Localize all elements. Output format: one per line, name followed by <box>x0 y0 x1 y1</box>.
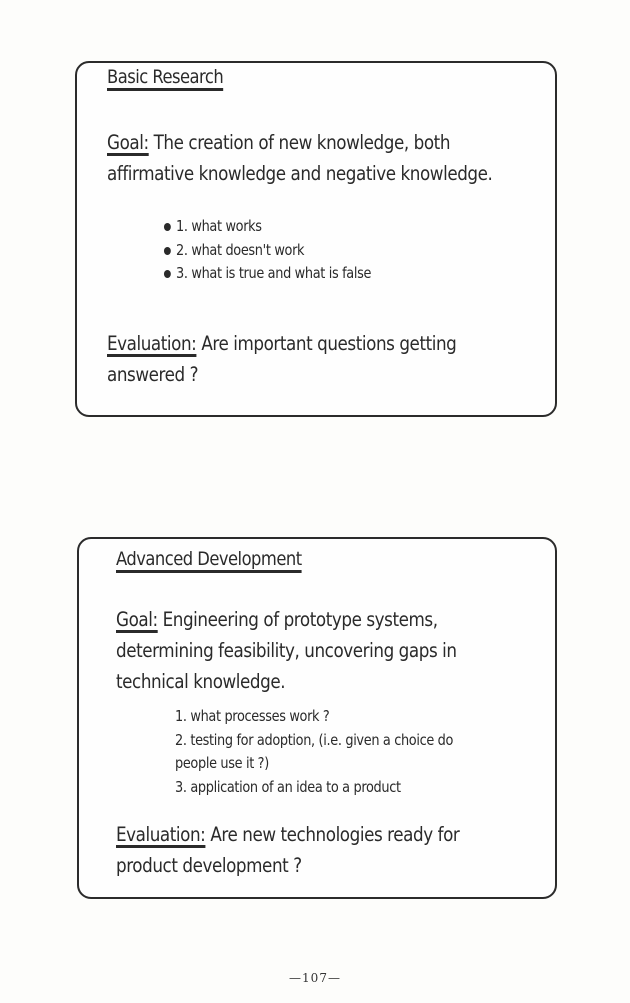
basic-research-card <box>75 61 557 417</box>
goal-text: Goal: The creation of new knowledge, both affirmative knowledge and negative knowledge. <box>107 131 493 185</box>
list-item: people use it ?) <box>175 754 269 772</box>
list-item: 3. application of an idea to a product <box>175 777 401 796</box>
list-item: 1. what processes work ? <box>175 707 330 725</box>
criteria-list <box>176 215 371 286</box>
list-item: 1. what works <box>176 215 371 239</box>
page-number: —107— <box>289 971 341 985</box>
list-item: 3. what is true and what is false <box>176 262 371 286</box>
evaluation-label: Evaluation: <box>107 332 197 355</box>
list-item: 2. testing for adoption, (i.e. given a choice do <box>175 730 454 749</box>
criteria-list <box>175 705 453 799</box>
bullet-icon <box>164 270 171 278</box>
goal-label: Goal: <box>116 608 158 631</box>
card-title: Advanced Development <box>116 548 302 570</box>
evaluation-text: Evaluation: Are new technologies ready for product development ? <box>116 823 460 877</box>
goal-text: Goal: Engineering of prototype systems, determining feasibility, uncovering gaps in technical knowledge. <box>116 608 457 693</box>
bullet-icon <box>164 223 171 231</box>
card-title: Basic Research <box>107 66 224 88</box>
list-item: 2. what doesn't work <box>176 239 371 263</box>
evaluation-label: Evaluation: <box>116 823 206 846</box>
bullet-icon <box>164 247 171 255</box>
evaluation-text: Evaluation: Are important questions getting answered ? <box>107 332 457 386</box>
goal-label: Goal: <box>107 131 149 154</box>
advanced-development-card <box>77 537 557 899</box>
